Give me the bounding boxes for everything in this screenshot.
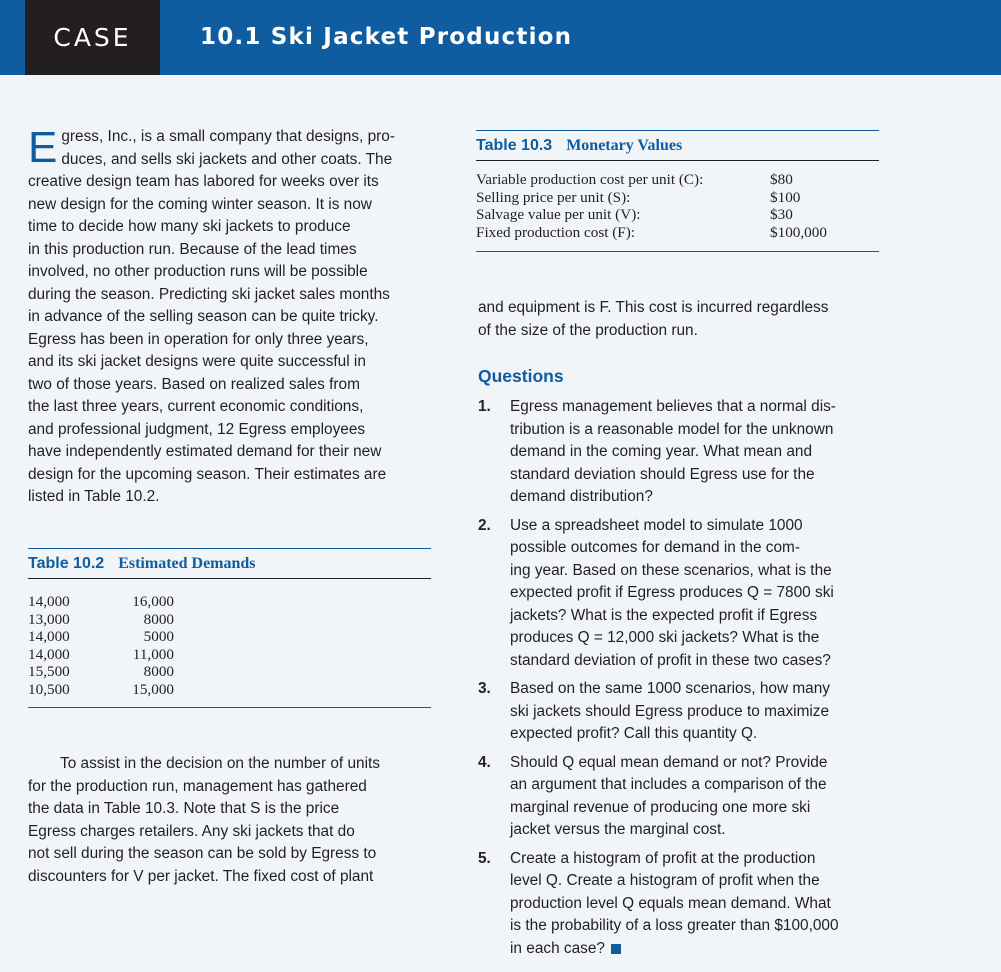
table-cell: 15,500 <box>28 663 70 681</box>
assist-line: discounters for V per jacket. The fixed cost of plant <box>28 867 374 885</box>
question-line: produces Q = 12,000 ski jackets? What is the <box>510 629 820 646</box>
table-number: Table 10.2 <box>28 555 105 572</box>
intro-line: involved, no other production runs will be possible <box>28 263 368 280</box>
question-last-line <box>510 938 878 961</box>
intro-line: two of those years. Based on realized sales from <box>28 375 360 393</box>
continuation-paragraph <box>478 297 878 342</box>
table-label: Salvage value per unit (V): <box>476 206 641 224</box>
intro-line: the last three years, current economic conditions, <box>28 398 364 415</box>
question-line: standard deviation should Egress use for the <box>510 465 815 483</box>
question-line: demand in the coming year. What mean and <box>510 443 813 460</box>
question-item <box>478 678 878 746</box>
case-label-box <box>25 0 160 75</box>
table-label: Fixed production cost (F): <box>476 223 636 241</box>
question-line: expected profit? Call this quantity Q. <box>510 725 758 742</box>
table-col-1 <box>28 593 88 699</box>
intro-line: in this production run. Because of the lead times <box>28 240 357 258</box>
question-item <box>478 515 878 673</box>
table-cell: 5000 <box>143 628 174 646</box>
table-value: $100,000 <box>770 223 827 241</box>
table-labels <box>476 171 770 241</box>
table-cell: 13,000 <box>28 610 70 628</box>
table-cell: 16,000 <box>132 593 174 610</box>
table-value: $100 <box>770 188 801 206</box>
table-name: Monetary Values <box>566 137 683 154</box>
case-header-band <box>0 0 1001 75</box>
table-cell: 11,000 <box>132 645 174 663</box>
question-line: marginal revenue of producing one more ski <box>510 798 811 816</box>
table-cell: 15,000 <box>132 680 174 698</box>
drop-cap: E <box>28 123 58 172</box>
table-10-2 <box>28 548 431 708</box>
table-number: Table 10.3 <box>476 137 553 154</box>
question-line: level Q. Create a histogram of profit when the <box>510 872 820 889</box>
question-number: 5. <box>478 849 491 867</box>
table-body <box>476 161 879 251</box>
case-label: CASE <box>53 23 132 52</box>
question-line: possible outcomes for demand in the com- <box>510 539 801 556</box>
assist-line: the data in Table 10.3. Note that S is the price <box>28 800 340 817</box>
question-line: tribution is a reasonable model for the unknown <box>510 420 834 438</box>
question-item <box>478 396 878 509</box>
questions-list <box>478 396 878 966</box>
question-line: Should Q equal mean demand or not? Provide <box>510 753 828 771</box>
question-number: 4. <box>478 753 491 771</box>
question-line: is the probability of a loss greater than $100,000 <box>510 917 839 934</box>
table-values <box>770 171 827 241</box>
table-cell: 10,500 <box>28 680 70 698</box>
intro-line: duces, and sells ski jackets and other coats. The <box>61 150 393 168</box>
table-label: Selling price per unit (S): <box>476 188 631 206</box>
question-line: in each case? <box>510 939 605 957</box>
intro-line: creative design team has labored for weeks over its <box>28 173 379 190</box>
question-line: jacket versus the marginal cost. <box>510 821 726 838</box>
table-body <box>28 579 431 707</box>
continuation-line: and equipment is F. This cost is incurred regardless <box>478 299 829 316</box>
intro-line: design for the upcoming season. Their estimates are <box>28 465 387 483</box>
table-col-2 <box>88 593 174 699</box>
question-line: Create a histogram of profit at the production <box>510 849 816 867</box>
table-10-3 <box>476 130 879 252</box>
intro-line: in advance of the selling season can be quite tricky. <box>28 308 379 325</box>
intro-line: have independently estimated demand for their new <box>28 443 382 460</box>
question-line: ing year. Based on these scenarios, what is the <box>510 561 832 579</box>
intro-paragraph <box>28 123 428 509</box>
assist-line: Egress charges retailers. Any ski jackets that do <box>28 822 355 840</box>
assist-line: not sell during the season can be sold by Egress to <box>28 845 377 862</box>
table-caption <box>476 131 879 160</box>
table-label: Variable production cost per unit (C): <box>476 171 704 188</box>
intro-line: new design for the coming winter season. It is now <box>28 195 372 213</box>
question-number: 2. <box>478 516 491 534</box>
question-line: Egress management believes that a normal dis- <box>510 398 836 415</box>
questions-heading: Questions <box>478 366 564 386</box>
case-title: 10.1 Ski Jacket Production <box>200 24 573 50</box>
table-cell: 8000 <box>143 610 174 628</box>
continuation-line: of the size of the production run. <box>478 321 698 339</box>
question-line: an argument that includes a comparison of the <box>510 776 827 793</box>
question-line: ski jackets should Egress produce to maximize <box>510 702 830 720</box>
question-line: standard deviation of profit in these two cases? <box>510 651 831 669</box>
question-line: Use a spreadsheet model to simulate 1000 <box>510 516 803 534</box>
table-cell: 8000 <box>143 663 174 681</box>
question-number: 1. <box>478 398 491 415</box>
table-value: $30 <box>770 206 793 224</box>
intro-line: and professional judgment, 12 Egress employees <box>28 420 366 438</box>
end-of-case-square-icon <box>611 944 621 954</box>
question-line: production level Q equals mean demand. What <box>510 894 831 912</box>
question-item <box>478 848 878 961</box>
question-line: Based on the same 1000 scenarios, how many <box>510 680 830 697</box>
table-cell: 14,000 <box>28 628 70 646</box>
question-line: jackets? What is the expected profit if Egress <box>510 606 818 624</box>
question-line: demand distribution? <box>510 488 653 505</box>
assist-paragraph <box>28 753 428 888</box>
table-value: $80 <box>770 171 793 188</box>
table-cell: 14,000 <box>28 593 70 610</box>
intro-line: and its ski jacket designs were quite successful in <box>28 353 366 370</box>
question-item <box>478 752 878 842</box>
intro-line: during the season. Predicting ski jacket sales months <box>28 285 390 303</box>
question-line: expected profit if Egress produces Q = 7800 ski <box>510 584 834 601</box>
assist-line: To assist in the decision on the number of units <box>60 755 380 772</box>
table-caption <box>28 549 431 578</box>
intro-line: listed in Table 10.2. <box>28 488 160 505</box>
question-number: 3. <box>478 680 491 697</box>
table-cell: 14,000 <box>28 645 70 663</box>
intro-line: Egress has been in operation for only three years, <box>28 330 369 348</box>
intro-line: gress, Inc., is a small company that designs, pro- <box>61 128 395 145</box>
intro-line: time to decide how many ski jackets to produce <box>28 218 351 235</box>
assist-line: for the production run, management has gathered <box>28 777 367 795</box>
table-name: Estimated Demands <box>118 555 256 572</box>
